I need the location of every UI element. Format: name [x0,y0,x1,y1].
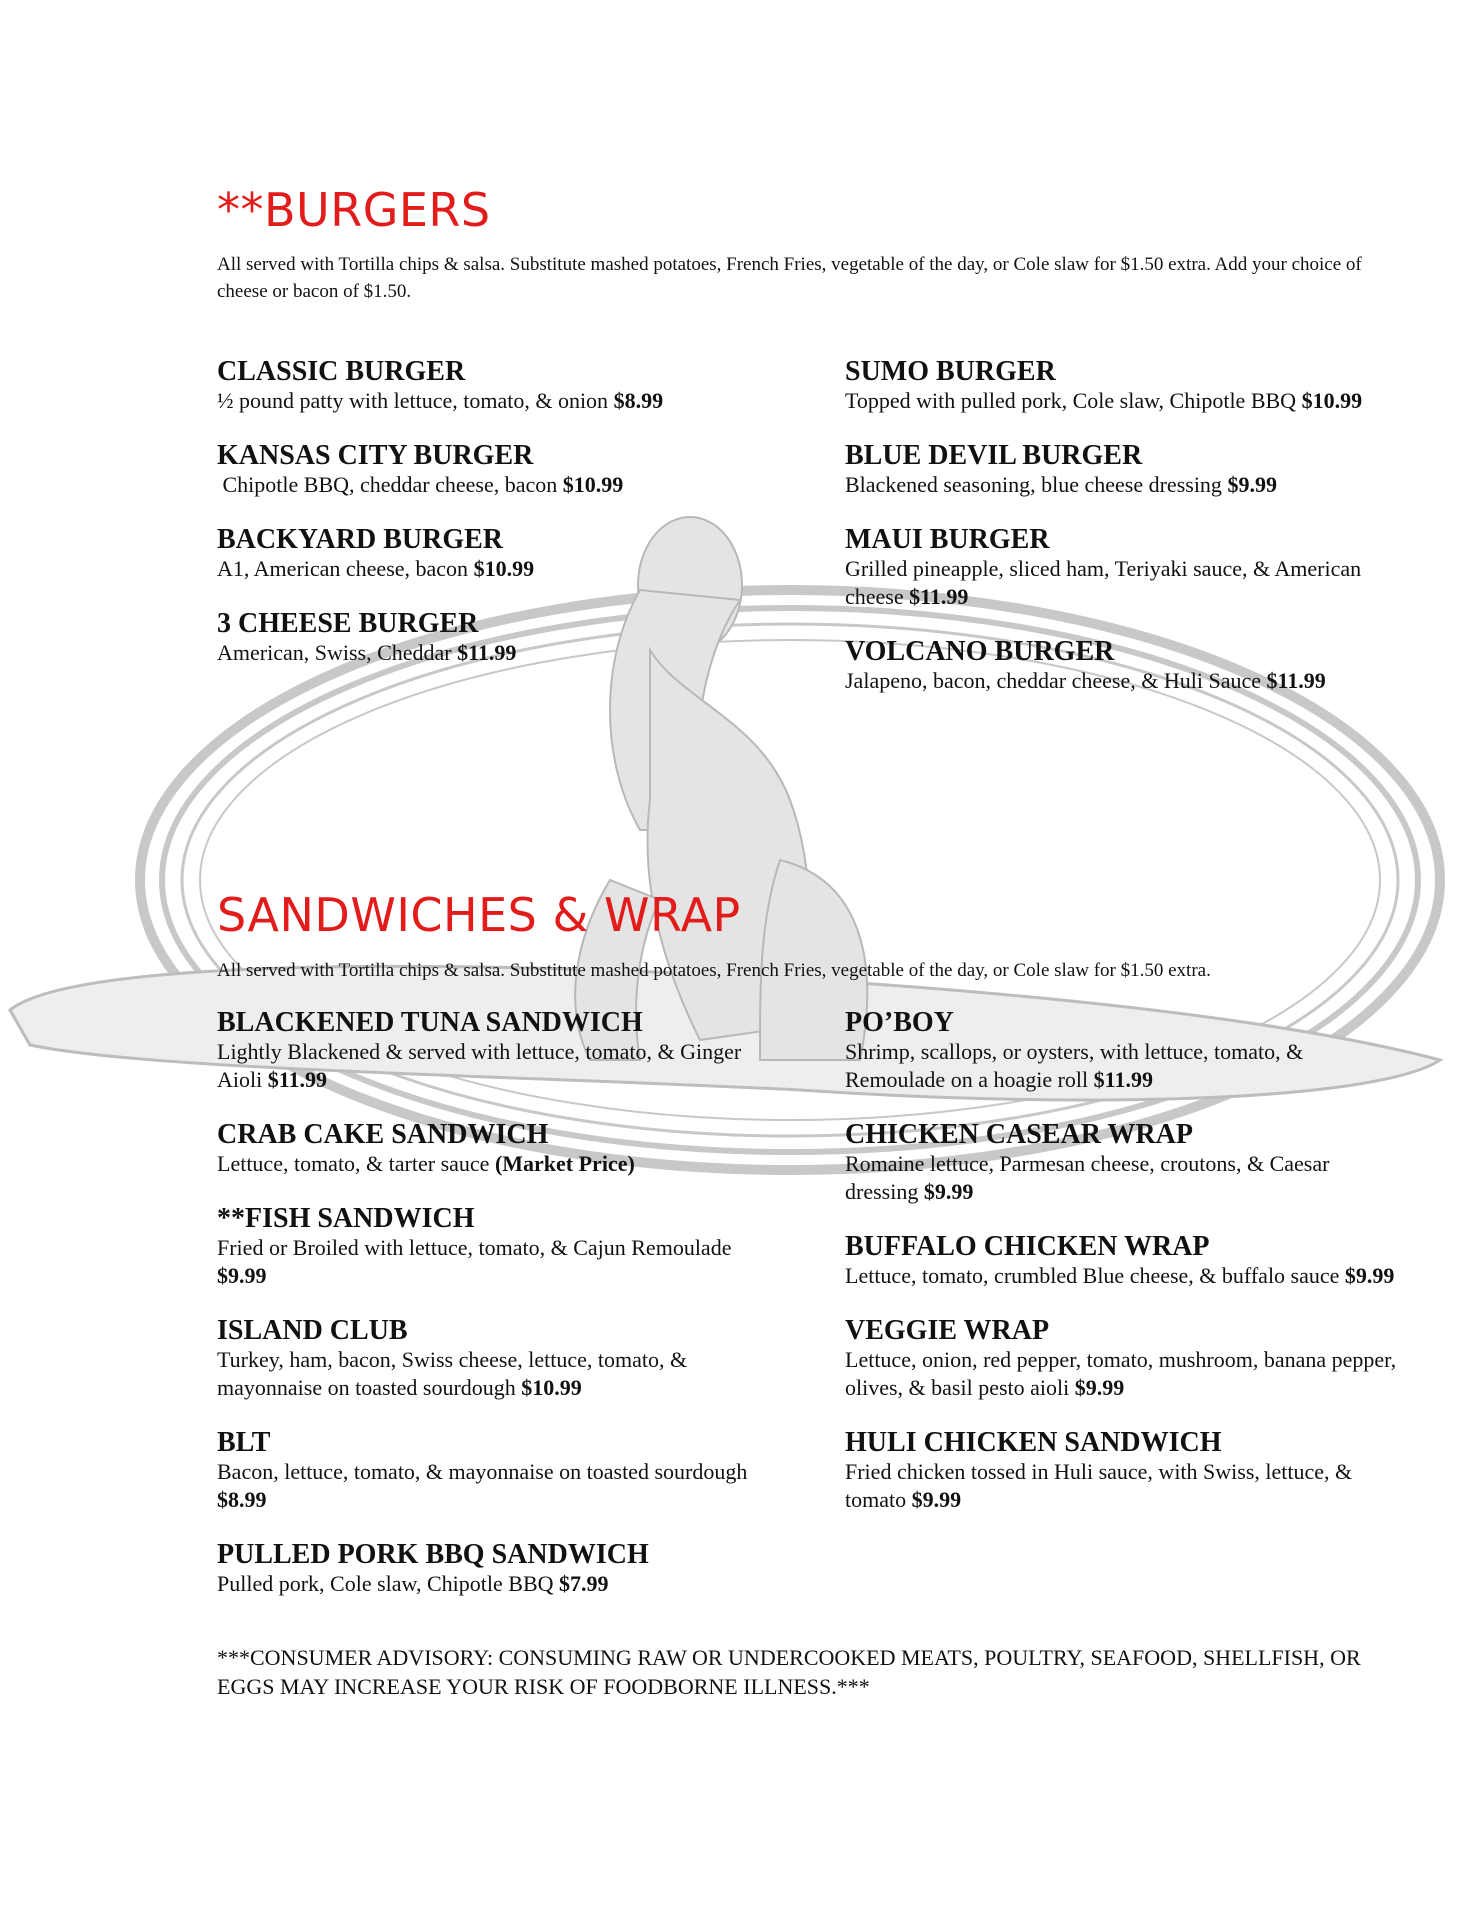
burgers-left-column [217,357,777,693]
item-description: Grilled pineapple, sliced ham, Teriyaki sauce, & American cheese $11.99 [845,556,1362,609]
item-name: ISLAND CLUB [217,1315,408,1346]
item-description: Topped with pulled pork, Cole slaw, Chipotle BBQ $10.99 [845,388,1363,413]
item-description: Blackened seasoning, blue cheese dressing $9.99 [845,472,1277,497]
menu-item [845,357,1405,415]
item-description: Pulled pork, Cole slaw, Chipotle BBQ $7.99 [217,1571,609,1596]
sandwiches-note: All served with Tortilla chips & salsa. Substitute mashed potatoes, French Fries, vegetable of the day, or Cole slaw for $1.50 extra. [217,960,1211,981]
item-description: Jalapeno, bacon, cheddar cheese, & Huli Sauce $11.99 [845,668,1326,693]
burgers-note: All served with Tortilla chips & salsa. Substitute mashed potatoes, French Fries, vegetable of the day, or Cole slaw for $1.50 extra. Add your choice of cheese or bacon of $1.50. [217,254,1362,302]
item-name: **FISH SANDWICH [217,1203,475,1234]
menu-item [845,1120,1405,1206]
item-name: BUFFALO CHICKEN WRAP [845,1231,1210,1262]
item-description: Lightly Blackened & served with lettuce, tomato, & Ginger Aioli $11.99 [217,1039,742,1092]
menu-item [217,525,777,583]
item-price: $9.99 [217,1263,267,1288]
item-name: KANSAS CITY BURGER [217,440,534,471]
item-price: $11.99 [909,584,969,609]
item-price: $9.99 [911,1487,962,1512]
item-name: PO’BOY [845,1007,954,1038]
item-name: PULLED PORK BBQ SANDWICH [217,1539,649,1570]
item-description: Romaine lettuce, Parmesan cheese, croutons, & Caesar dressing $9.99 [845,1151,1330,1204]
item-name: BLT [217,1427,271,1458]
item-description: Fried or Broiled with lettuce, tomato, & Cajun Remoulade $9.99 [217,1235,732,1288]
item-name: CRAB CAKE SANDWICH [217,1119,549,1150]
sandwiches-left-column [217,1008,777,1624]
item-name: BLACKENED TUNA SANDWICH [217,1007,643,1038]
item-description: Lettuce, tomato, crumbled Blue cheese, & buffalo sauce $9.99 [845,1263,1395,1288]
burgers-right-column [845,357,1405,721]
menu-item [217,357,777,415]
item-description: Lettuce, onion, red pepper, tomato, mushroom, banana pepper, olives, & basil pesto aioli $9.99 [845,1347,1397,1400]
item-price: $10.99 [473,556,535,581]
item-description: Shrimp, scallops, or oysters, with lettuce, tomato, & Remoulade on a hoagie roll $11.99 [845,1039,1304,1092]
item-description: American, Swiss, Cheddar $11.99 [217,640,517,665]
item-description: Chipotle BBQ, cheddar cheese, bacon $10.99 [222,472,624,497]
item-price: $9.99 [923,1179,974,1204]
item-name: CLASSIC BURGER [217,356,466,387]
item-price: $8.99 [217,1487,267,1512]
item-price: $11.99 [457,640,517,665]
menu-item [217,1204,777,1290]
item-price: $9.99 [1074,1375,1125,1400]
menu-item [217,1316,777,1402]
menu-item [217,1120,777,1178]
item-price: $10.99 [1301,388,1363,413]
sandwiches-heading: SANDWICHES & WRAP [217,888,741,942]
menu-item [217,609,777,667]
item-description: A1, American cheese, bacon $10.99 [217,556,535,581]
item-name: BLUE DEVIL BURGER [845,440,1143,471]
menu-item [845,1232,1405,1290]
menu-item [845,525,1405,611]
menu-item [217,1428,777,1514]
item-price: $9.99 [1344,1263,1395,1288]
menu-item [845,1008,1405,1094]
item-price: $11.99 [1266,668,1326,693]
burgers-heading: **BURGERS [217,183,491,237]
item-name: HULI CHICKEN SANDWICH [845,1427,1222,1458]
item-name: 3 CHEESE BURGER [217,608,479,639]
menu-item [217,1540,777,1598]
item-price: $9.99 [1227,472,1277,497]
menu-item [845,1316,1405,1402]
item-price: $10.99 [562,472,624,497]
item-price: $11.99 [1093,1067,1153,1092]
item-name: VEGGIE WRAP [845,1315,1050,1346]
item-description: Lettuce, tomato, & tarter sauce (Market Price) [217,1151,635,1176]
menu-item [845,1428,1405,1514]
item-name: SUMO BURGER [845,356,1056,387]
item-description: Fried chicken tossed in Huli sauce, with Swiss, lettuce, & tomato $9.99 [845,1459,1353,1512]
item-description: ½ pound patty with lettuce, tomato, & onion $8.99 [217,388,664,413]
item-price: $8.99 [613,388,664,413]
item-description: Turkey, ham, bacon, Swiss cheese, lettuce, tomato, & mayonnaise on toasted sourdough $10.99 [217,1347,688,1400]
item-name: BACKYARD BURGER [217,524,504,555]
consumer-advisory: ***CONSUMER ADVISORY: CONSUMING RAW OR UNDERCOOKED MEATS, POULTRY, SEAFOOD, SHELLFISH, OR EGGS MAY INCREASE YOUR RISK OF FOODBORNE ILLNESS.*** [217,1645,1361,1699]
menu-item [217,1008,777,1094]
menu-item [217,441,777,499]
item-price: $11.99 [267,1067,328,1092]
menu-item [845,441,1405,499]
sandwiches-right-column [845,1008,1405,1540]
item-price: (Market Price) [494,1151,635,1176]
item-description: Bacon, lettuce, tomato, & mayonnaise on toasted sourdough $8.99 [217,1459,748,1512]
item-name: VOLCANO BURGER [845,636,1115,667]
item-price: $7.99 [559,1571,609,1596]
item-name: MAUI BURGER [845,524,1050,555]
item-name: CHICKEN CASEAR WRAP [845,1119,1193,1150]
item-price: $10.99 [521,1375,582,1400]
menu-item [845,637,1405,695]
